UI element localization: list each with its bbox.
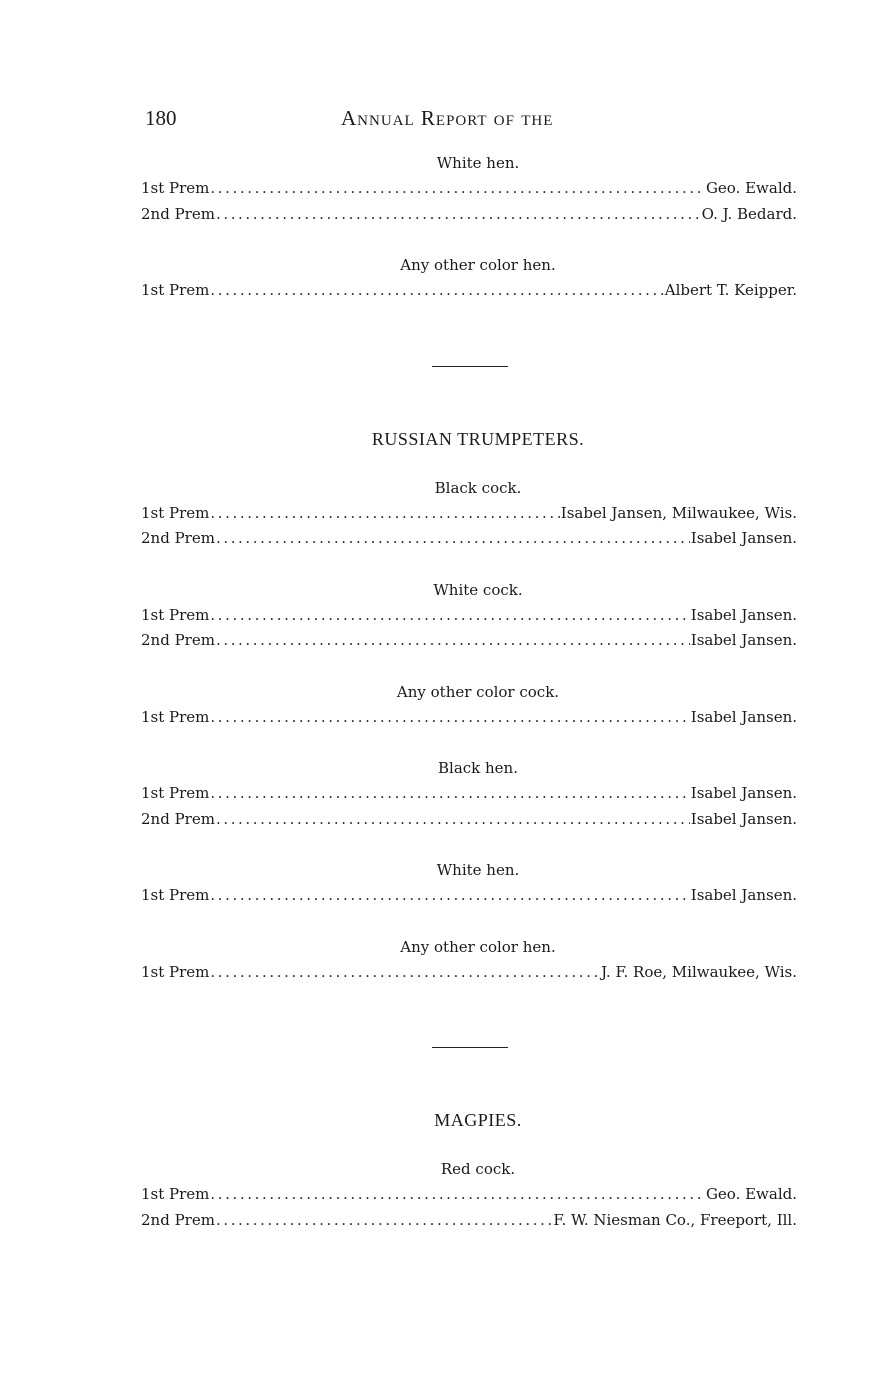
winner-name: Isabel Jansen. [690,886,797,904]
winner-name: Isabel Jansen. [690,784,797,802]
spacer [141,832,797,857]
dot-leader [210,960,600,986]
prize-label: 2nd Prem [141,529,215,547]
winner-name: Albert T. Keipper. [664,281,797,299]
dot-leader [210,603,689,629]
dot-leader [210,781,689,807]
dot-leader [210,1182,705,1208]
prize-entry [141,628,797,654]
prize-entry [141,807,797,833]
prize-label: 2nd Prem [141,631,215,649]
prize-label: 1st Prem [141,281,210,299]
class-heading: Any other color hen. [400,937,556,956]
class-heading: Black hen. [438,759,518,777]
page-header [145,104,797,136]
spacer [141,1048,797,1110]
winner-name: Geo. Ewald. [705,1185,797,1203]
dot-leader [216,526,690,552]
prize-entry [141,526,797,552]
spacer [141,909,797,934]
page-number: 180 [145,106,177,130]
prize-label: 1st Prem [141,886,210,904]
dot-leader [210,705,689,731]
prize-entry [141,960,797,986]
dot-leader [216,807,690,833]
winner-name: F. W. Niesman Co., Freeport, Ill. [553,1210,797,1229]
winner-name: Isabel Jansen. [690,809,797,828]
running-head: Annual Report of the [341,106,554,130]
prize-entry [141,278,797,304]
dot-leader [210,278,663,304]
spacer [141,304,797,366]
spacer [141,552,797,577]
winner-name: Geo. Ewald. [705,179,797,197]
dot-leader [210,176,705,202]
class-heading: White hen. [436,861,520,879]
spacer [141,367,797,429]
prize-label: 1st Prem [141,503,210,522]
prize-entry [141,501,797,527]
prize-entry [141,1182,797,1208]
spacer [141,1131,797,1156]
prize-label: 1st Prem [141,962,210,981]
winner-name: O. J. Bedard. [701,204,797,223]
class-heading: Black cock. [434,478,522,497]
prize-entry [141,176,797,202]
prize-entry [141,1208,797,1234]
spacer [141,450,797,475]
spacer [141,985,797,1047]
winner-name: Isabel Jansen, Milwaukee, Wis. [560,503,797,522]
prize-entry [141,781,797,807]
class-heading: Red cock. [440,1160,516,1178]
prize-entry [141,883,797,909]
dot-leader [210,883,689,909]
class-heading: White cock. [433,580,523,599]
prize-label: 2nd Prem [141,204,215,223]
prize-entry [141,202,797,228]
prize-label: 1st Prem [141,1185,210,1203]
winner-name: Isabel Jansen. [690,529,797,547]
prize-label: 2nd Prem [141,809,215,828]
prize-label: 2nd Prem [141,1210,215,1229]
dot-leader [216,1208,552,1234]
class-heading: Any other color cock. [396,682,560,701]
winner-name: J. F. Roe, Milwaukee, Wis. [601,962,797,981]
class-heading: White hen. [436,154,520,172]
winner-name: Isabel Jansen. [690,631,797,649]
section-title: RUSSIAN TRUMPETERS. [371,428,585,449]
dot-leader [216,202,701,228]
prize-label: 1st Prem [141,784,210,802]
class-heading: Any other color hen. [400,256,556,274]
section-title: MAGPIES. [434,1110,522,1130]
prize-entry [141,705,797,731]
dot-leader [210,501,559,527]
spacer [141,227,797,252]
prize-entry [141,603,797,629]
page-content [141,150,797,1233]
winner-name: Isabel Jansen. [690,605,797,624]
prize-label: 1st Prem [141,707,210,726]
spacer [141,730,797,755]
prize-label: 1st Prem [141,179,210,197]
dot-leader [216,628,690,654]
winner-name: Isabel Jansen. [690,707,797,726]
spacer [141,654,797,679]
prize-label: 1st Prem [141,605,210,624]
